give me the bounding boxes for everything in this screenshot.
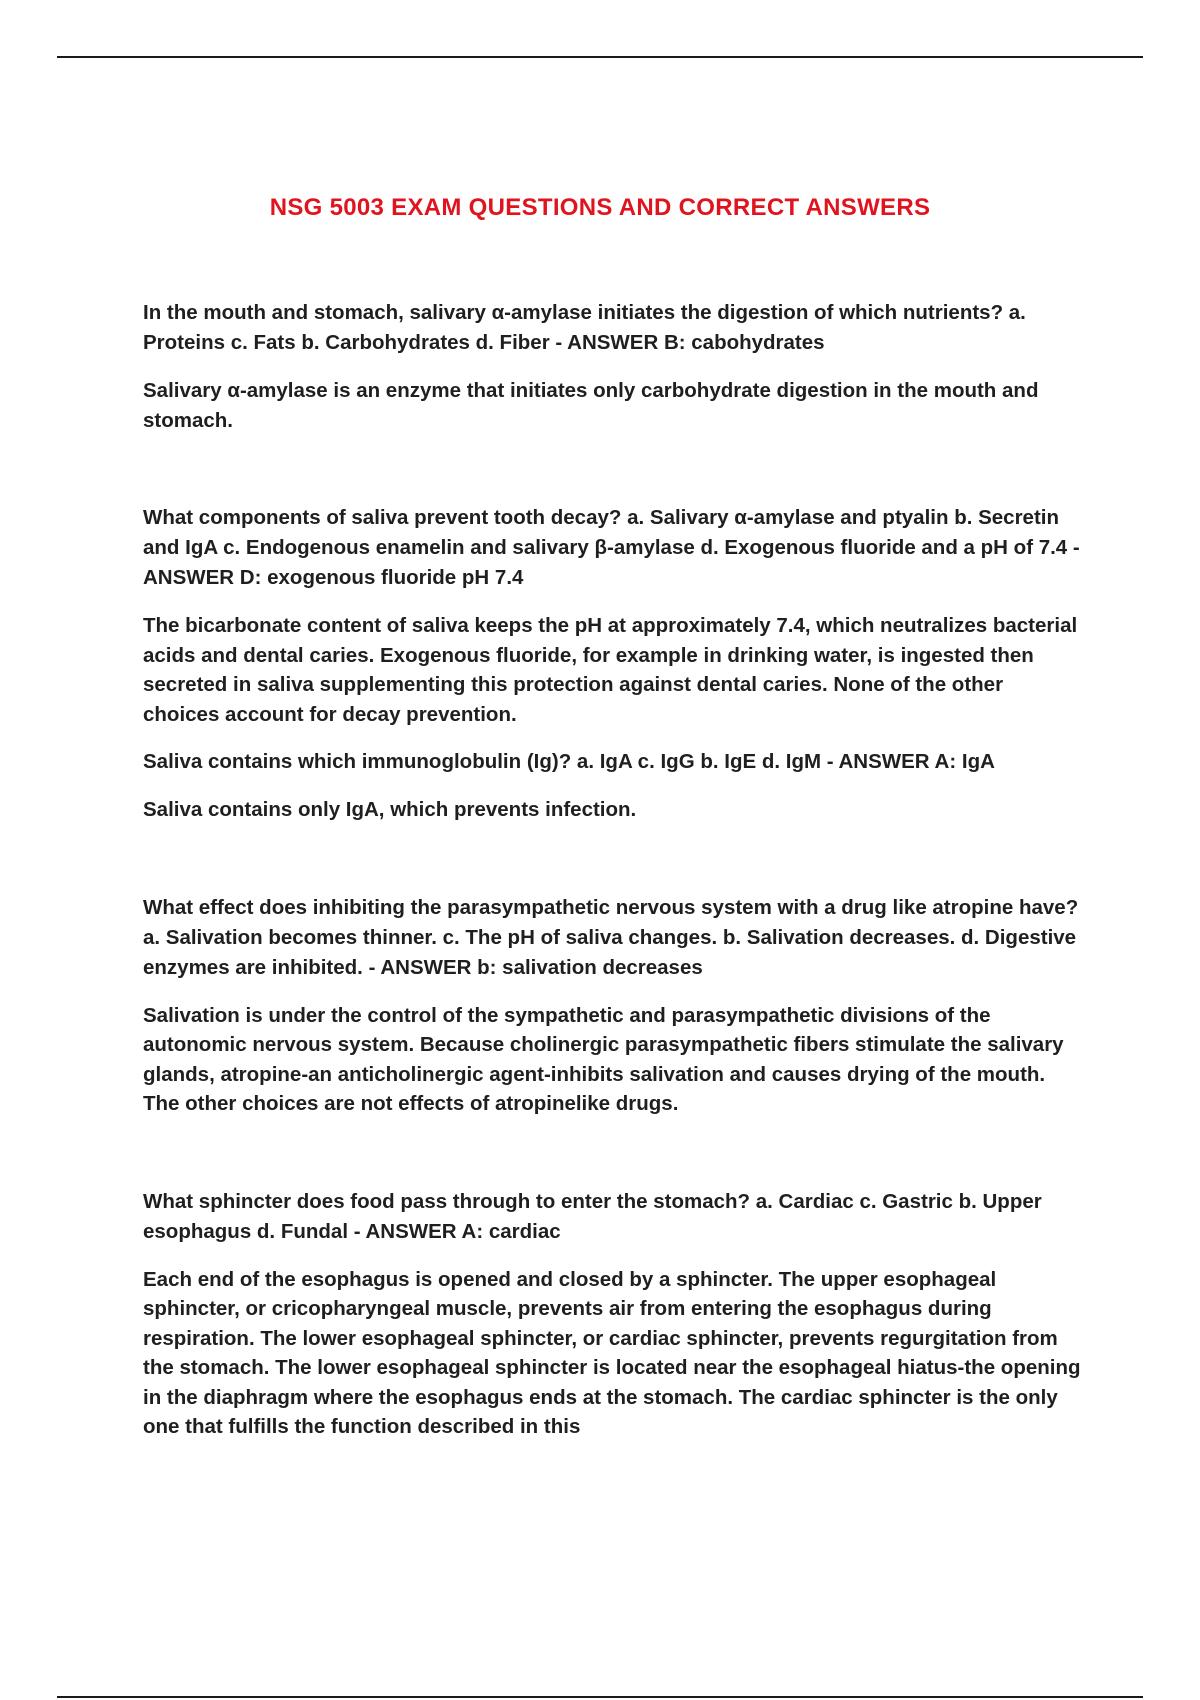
explanation-4: Salivation is under the control of the sympathetic and parasympathetic divisions of the autonomic nervous system. Because cholinergic parasympathetic fibers stimulate the salivary glands, atropine-an anticholinergic agent-inhibits salivation and causes drying of the mouth. The other choices are not effects of atropinelike drugs. [143, 1003, 1064, 1115]
explanation-1: Salivary α-amylase is an enzyme that initiates only carbohydrate digestion in the mouth and stomach. [143, 379, 1039, 432]
document-title: NSG 5003 EXAM QUESTIONS AND CORRECT ANSWERS [269, 194, 931, 221]
top-rule [57, 56, 1143, 58]
question-2: What components of saliva prevent tooth decay? a. Salivary α-amylase and ptyalin b. Secretin and IgA c. Endogenous enamelin and salivary β-amylase d. Exogenous fluoride and a pH of 7.4 - ANSWER D: exogenous fluoride pH 7.4 [143, 506, 1080, 589]
question-1: In the mouth and stomach, salivary α-amylase initiates the digestion of which nutrients? a. Proteins c. Fats b. Carbohydrates d. Fiber - ANSWER B: cabohydrates [143, 301, 1026, 354]
question-5: What sphincter does food pass through to enter the stomach? a. Cardiac c. Gastric b. Upper esophagus d. Fundal - ANSWER A: cardiac [143, 1189, 1042, 1243]
document-body [143, 298, 1083, 1442]
explanation-5: Each end of the esophagus is opened and closed by a sphincter. The upper esophageal sphincter, or cricopharyngeal muscle, prevents air from entering the esophagus during respiration. The lower esophageal sphincter, or cardiac sphincter, prevents regurgitation from the stomach. The lower esophageal sphincter is located near the esophageal hiatus-the opening in the diaphragm where the esophagus ends at the stomach. The cardiac sphincter is the only one that fulfills the function described in this [143, 1267, 1081, 1438]
question-3: Saliva contains which immunoglobulin (Ig)? a. IgA c. IgG b. IgE d. IgM - ANSWER A: IgA [143, 750, 995, 773]
bottom-rule [57, 1696, 1143, 1698]
question-4: What effect does inhibiting the parasympathetic nervous system with a drug like atropine have? a. Salivation becomes thinner. c. The pH of saliva changes. b. Salivation decreases. d. Digestive enzymes are inhibited. - ANSWER b: salivation decreases [143, 895, 1079, 979]
explanation-3: Saliva contains only IgA, which prevents infection. [143, 798, 637, 821]
explanation-2: The bicarbonate content of saliva keeps the pH at approximately 7.4, which neutralizes bacterial acids and dental caries. Exogenous fluoride, for example in drinking water, is ingested then secreted in saliva supplementing this protection against dental caries. None of the other choices account for decay prevention. [143, 614, 1078, 726]
